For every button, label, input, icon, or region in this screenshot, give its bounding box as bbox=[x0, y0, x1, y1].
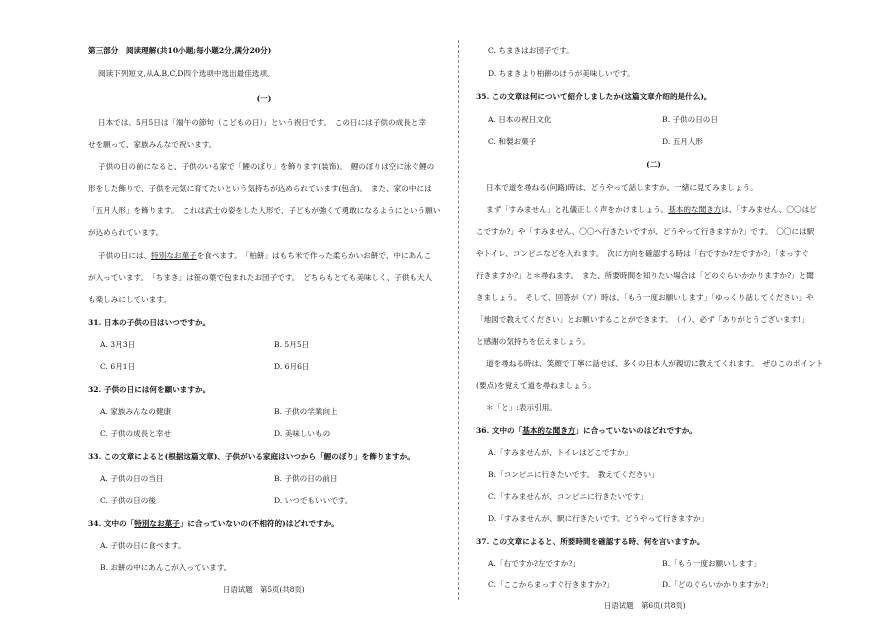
question-36-option-b: B.「コンビニに行きたいです。 教えてください」 bbox=[488, 470, 659, 479]
question-37-option-d: D.「どのぐらいかかりますか?」 bbox=[662, 580, 774, 589]
text: 子供の日には、 bbox=[98, 251, 152, 260]
question-37-stem: 37. この文章によると、所要時間を確認する時、何を言いますか。 bbox=[476, 537, 705, 546]
question-36-option-a: A.「すみませんが、トイレはどこですか」 bbox=[488, 448, 633, 457]
instruction: 阅读下列短文,从A,B,C,D四个选项中选出最佳选项。 bbox=[98, 69, 275, 78]
question-34-stem bbox=[88, 519, 339, 529]
text: 」に合っていないの(不相符的)はどれですか。 bbox=[179, 519, 339, 528]
question-35-option-d: D. 五月人形 bbox=[662, 137, 704, 146]
underlined-term: 特別なお菓子 bbox=[151, 251, 197, 260]
page-footer-right: 日语试题 第6页(共8页) bbox=[604, 601, 686, 610]
underlined-term: 基本的な聞き方 bbox=[522, 426, 576, 435]
passage1-line: が入っています。 「ちまき」は笹の葉で包まれたお団子です。 どちらもとても美味しく、子供も大人 bbox=[88, 273, 433, 282]
part-marker-1: (一) bbox=[256, 94, 272, 103]
part-marker-2: (二) bbox=[646, 160, 661, 169]
passage1-line: 形をした飾りで、子供を元気に育てたいという気持ちが込められています(包含)。 また、家の中には bbox=[88, 184, 432, 193]
passage2-line: きましょう。 そして、回答が（ア）時は、「もう一度お願いします」「ゆっくり話してください」や bbox=[476, 293, 814, 302]
question-32-option-c: C. 子供の成長と幸せ bbox=[100, 429, 172, 438]
question-34-option-c: C. ちまきはお団子です。 bbox=[488, 46, 574, 55]
text: 34. 文中の「 bbox=[88, 519, 135, 528]
passage1-line: 子供の日の前になると、子供のいる家で「鯉のぼり」を飾ります(装饰)。 鯉のぼりは空に泳ぐ鯉の bbox=[98, 162, 435, 171]
text: 」に合っていないのはどれですか。 bbox=[575, 426, 697, 435]
question-33-option-b: B. 子供の日の前日 bbox=[274, 474, 338, 483]
question-37-option-b: B.「もう一度お願いします」 bbox=[662, 559, 762, 568]
text: は、「すみません、〇〇はど bbox=[721, 205, 817, 214]
question-35-option-a: A. 日本の祝日文化 bbox=[488, 115, 552, 124]
text: まず「すみません」と礼儀正しく声をかけましょう。 bbox=[486, 205, 669, 214]
page-divider bbox=[458, 40, 459, 600]
footnote: ＊「と」:表示引用。 bbox=[486, 403, 557, 412]
passage2-line: こですか?」や「すみません、〇〇へ行きたいですが、どうやって行きますか?」です。 〇〇には駅 bbox=[476, 227, 815, 236]
question-34-option-d: D. ちまきより柏餅のほうが美味しいです。 bbox=[488, 69, 635, 78]
underlined-term: 特別なお菓子 bbox=[134, 519, 180, 528]
text: を食べます。 「柏餅」はもち米で作った柔らかいお餅で、中にあんこ bbox=[196, 251, 432, 260]
question-31-stem: 31. 日本の子供の日はいつですか。 bbox=[88, 318, 211, 327]
question-33-option-d: D. いつでもいいです。 bbox=[274, 496, 353, 505]
page-footer-left: 日语试题 第5页(共8页) bbox=[223, 585, 305, 594]
question-31-option-b: B. 5月5日 bbox=[274, 340, 310, 349]
section-heading: 第三部分 阅读理解(共10小题;每小题2分,满分20分) bbox=[88, 46, 272, 55]
passage1-line bbox=[98, 251, 431, 261]
question-32-option-a: A. 家族みんなの健康 bbox=[100, 407, 172, 416]
question-36-option-c: C.「すみませんが、コンビニに行きたいです」 bbox=[488, 492, 648, 501]
passage1-line: せを願って、家族みんなで祝います。 bbox=[88, 140, 217, 149]
question-36-stem bbox=[476, 426, 697, 436]
question-31-option-a: A. 3月3日 bbox=[100, 340, 136, 349]
passage2-line: 日本で道を尋ねる(问路)時は、どうやって話しますか。一緒に見てみましょう。 bbox=[486, 183, 758, 192]
question-31-option-c: C. 6月1日 bbox=[100, 362, 136, 371]
text: 36. 文中の「 bbox=[476, 426, 523, 435]
question-32-option-d: D. 美味しいもの bbox=[274, 429, 331, 438]
passage2-line: 道を尋ねる時は、笑顔で丁寧に話せば、多くの日本人が親切に教えてくれます。 ぜひこのポイント bbox=[486, 359, 824, 368]
passage2-line: 「地図で教えてください」とお願いすることができます。 （イ）、必ず「ありがとうございます!」 bbox=[476, 315, 809, 324]
question-35-option-b: B. 子供の日の日 bbox=[662, 115, 718, 124]
question-35-option-c: C. 和製お菓子 bbox=[488, 137, 537, 146]
passage2-line: 行きますか?」と＊尋ねます。 また、所要時間を知りたい場合は「どのぐらいかかりますか?」と聞 bbox=[476, 271, 814, 280]
question-37-option-a: A.「右ですか?左ですか?」 bbox=[488, 559, 580, 568]
passage2-line: (要点)を覚えて道を尋ねましょう。 bbox=[476, 381, 596, 390]
passage1-line: も楽しみにしています。 bbox=[88, 295, 171, 304]
question-34-option-a: A. 子供の日に食べます。 bbox=[100, 541, 186, 550]
passage1-line: 日本では、5月5日は「端午の節句（こどもの日）」という祝日です。 この日には子供の成長と幸 bbox=[98, 118, 426, 127]
question-32-stem: 32. 子供の日には何を願いますか。 bbox=[88, 385, 211, 394]
question-33-stem: 33. この文章によると(根据这篇文章)、子供がいる家庭はいつから「鯉のぼり」を飾りますか。 bbox=[88, 452, 415, 461]
question-37-option-c: C.「ここからまっすぐ行きますか?」 bbox=[488, 580, 614, 589]
passage1-line: が込められています。 bbox=[88, 228, 164, 237]
passage2-line: と感謝の気持ちを伝えましょう。 bbox=[476, 337, 590, 346]
passage2-line: やトイレ、コンビニなどを入れます。 次に方向を確認する時は「右ですか?左ですか?」「まっすぐ bbox=[476, 249, 809, 258]
question-34-option-b: B. お餅の中にあんこが入っています。 bbox=[100, 563, 232, 572]
question-33-option-a: A. 子供の日の当日 bbox=[100, 474, 164, 483]
underlined-term: 基本的な聞き方 bbox=[668, 205, 722, 214]
passage1-line: 「五月人形」を飾ります。 これは武士の姿をした人形で、子どもが強くて勇敢になるようにという願い bbox=[88, 206, 441, 215]
question-33-option-c: C. 子供の日の後 bbox=[100, 496, 156, 505]
question-31-option-d: D. 6月6日 bbox=[274, 362, 310, 371]
question-35-stem: 35. この文章は何について紹介しましたか(这篇文章介绍的是什么)。 bbox=[476, 92, 712, 101]
passage2-line bbox=[486, 205, 817, 215]
question-36-option-d: D.「すみませんが、駅に行きたいです。どうやって行きますか」 bbox=[488, 514, 709, 523]
question-32-option-b: B. 子供の学業向上 bbox=[274, 407, 338, 416]
